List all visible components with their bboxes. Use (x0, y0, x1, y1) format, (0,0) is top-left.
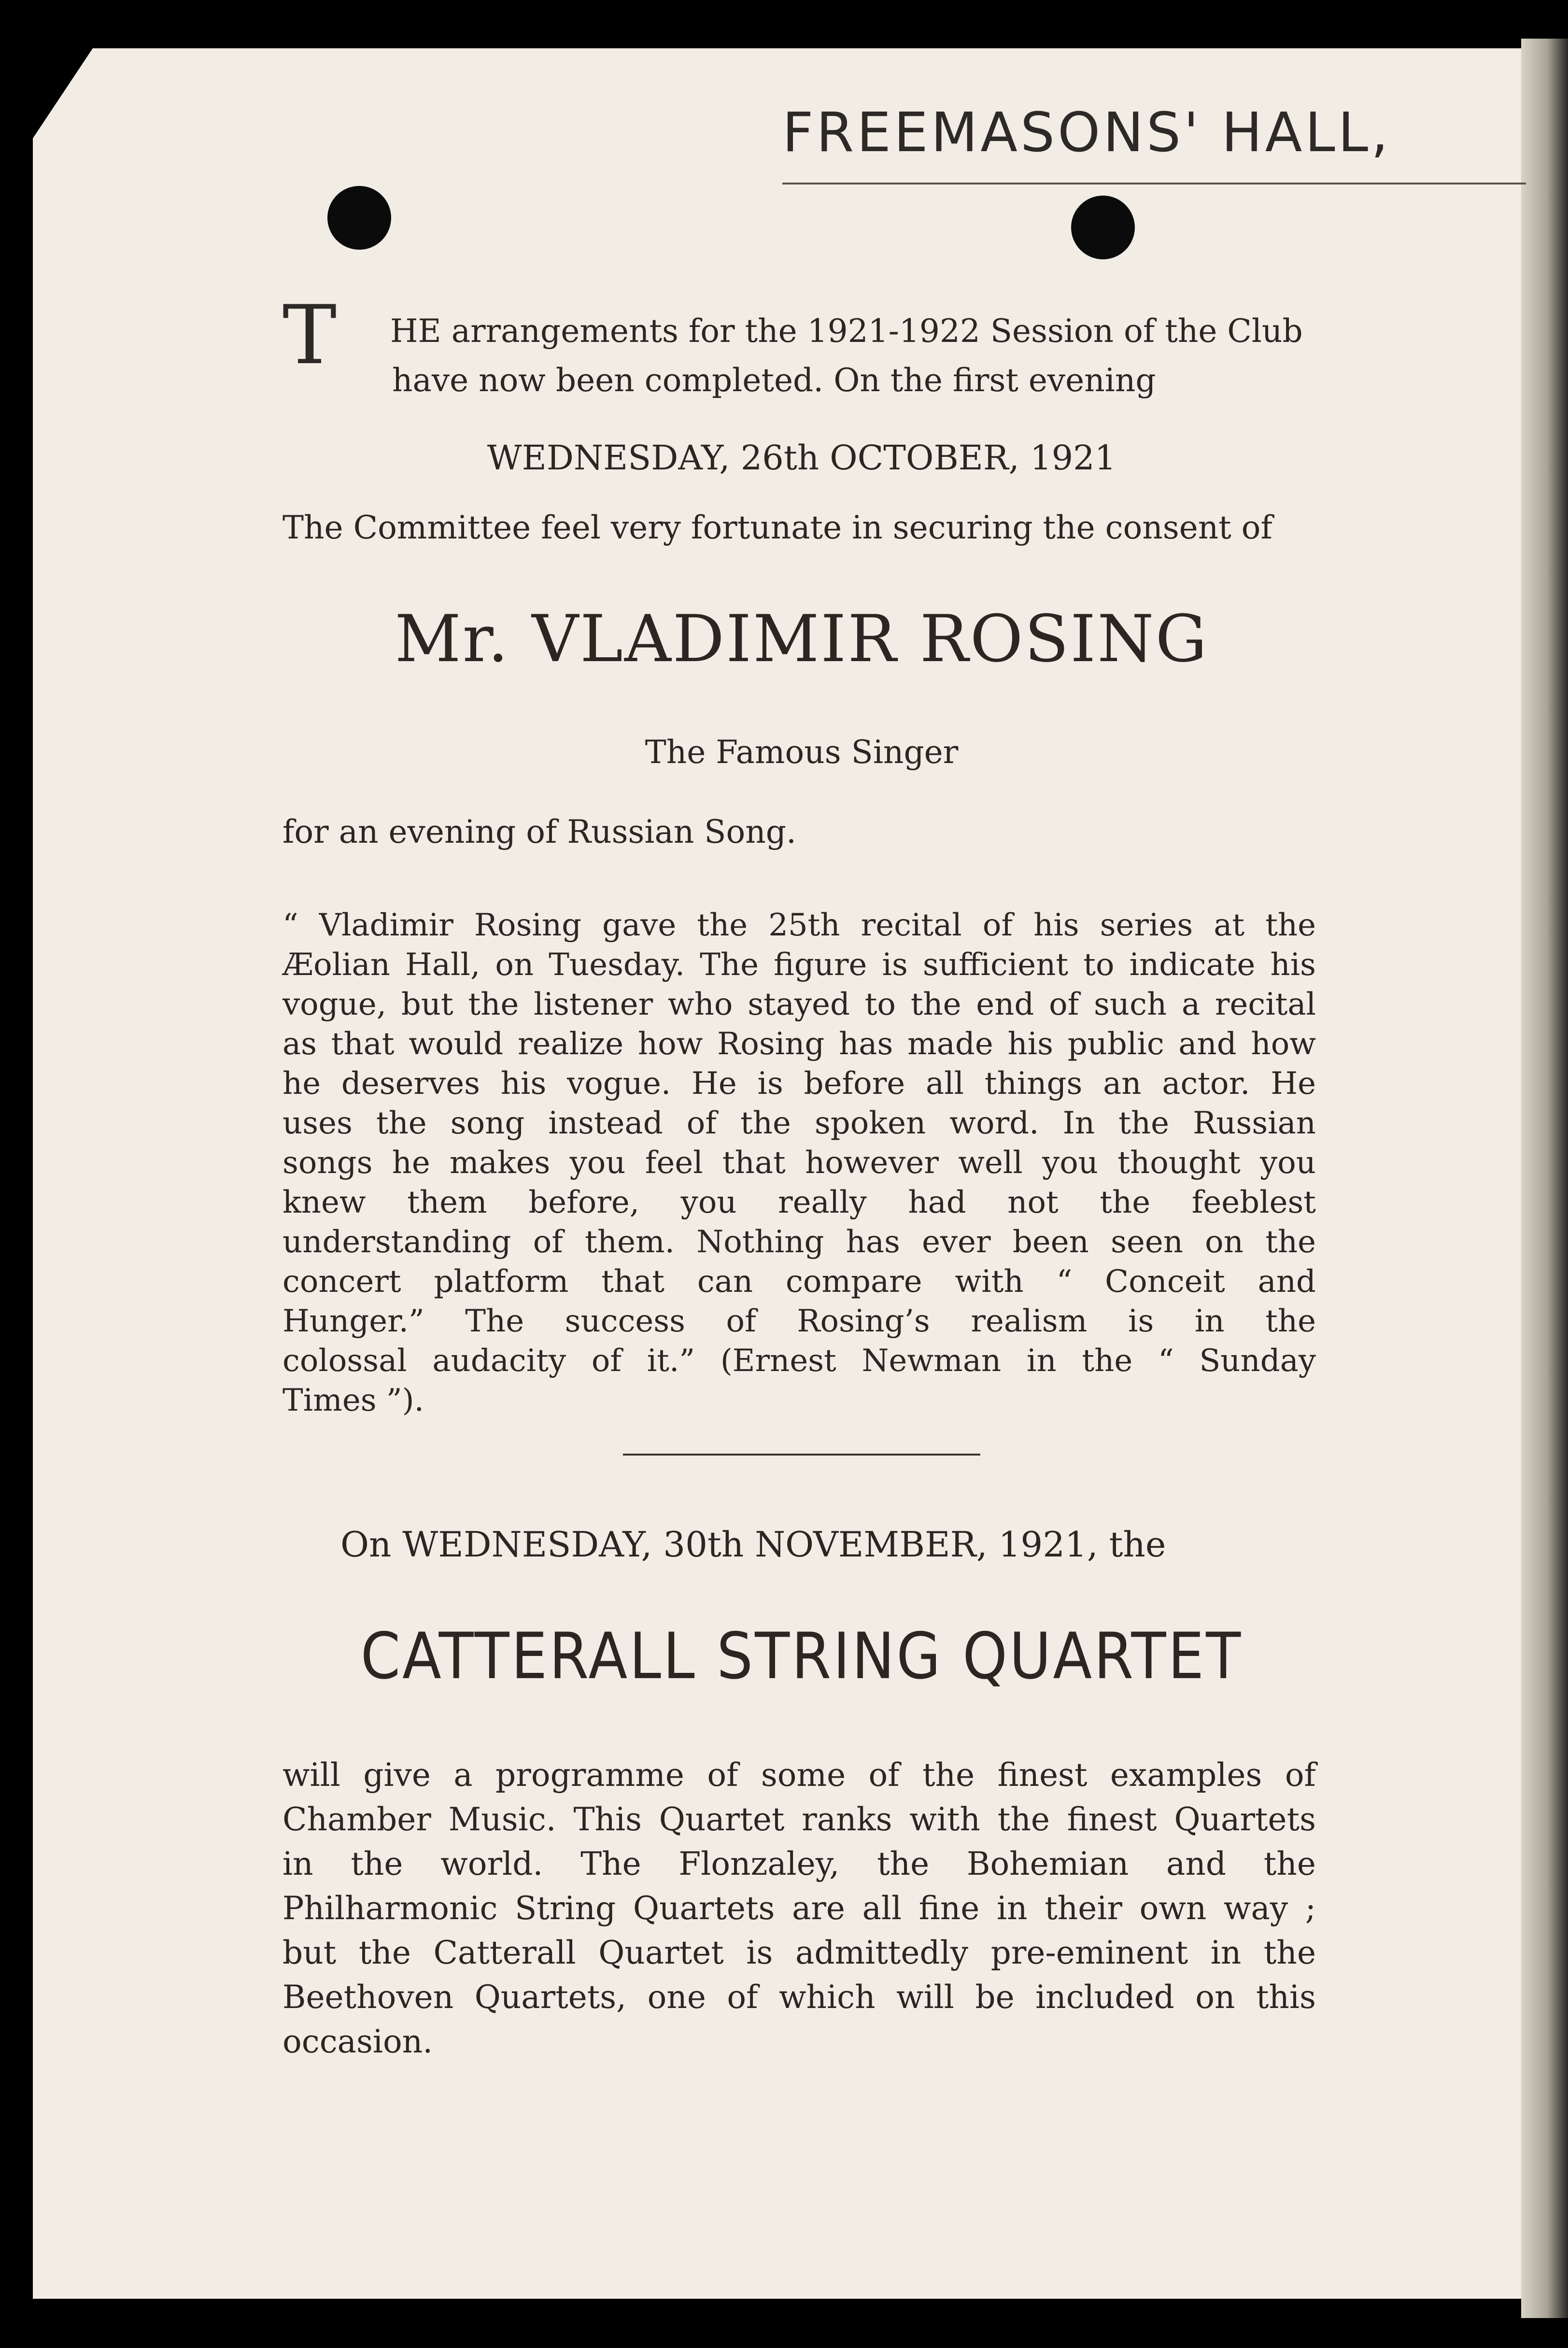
description-line: Philharmonic String Quartets are all fine in their own way ; (283, 1890, 1316, 1927)
quote-line: “ Vladimir Rosing gave the 25th recital of his series at the (283, 907, 1316, 943)
booklet-spine (1521, 39, 1568, 2318)
description-line: but the Catterall Quartet is admittedly pre-eminent in the (283, 1934, 1316, 1971)
quote-line: uses the song instead of the spoken word. In the Russian (283, 1105, 1316, 1141)
quote-line: vogue, but the listener who stayed to the end of such a recital (283, 987, 1316, 1022)
quote-line: concert platform that can compare with “ Conceit and (283, 1264, 1316, 1300)
event2-date: On WEDNESDAY, 30th NOVEMBER, 1921, the (340, 1524, 1166, 1565)
event1-lead: The Committee feel very fortunate in securing the consent of (283, 509, 1272, 546)
description-line: Chamber Music. This Quartet ranks with the finest Quartets (283, 1801, 1316, 1838)
quote-line: as that would realize how Rosing has made his public and how (283, 1026, 1316, 1062)
quote-line: he deserves his vogue. He is before all things an actor. He (283, 1066, 1316, 1102)
quote-line: understanding of them. Nothing has ever been seen on the (283, 1224, 1316, 1260)
punch-hole-right (1071, 196, 1135, 259)
punch-hole-left (327, 186, 391, 250)
drop-cap: T (283, 288, 337, 382)
quote-line: Æolian Hall, on Tuesday. The figure is sufficient to indicate his (283, 947, 1316, 983)
description-line: will give a programme of some of the finest examples of (283, 1756, 1316, 1794)
event2-performer: CATTERALL STRING QUARTET (360, 1618, 1243, 1694)
quote-line: songs he makes you feel that however well you thought you (283, 1145, 1316, 1181)
event1-date: WEDNESDAY, 26th OCTOBER, 1921 (487, 438, 1116, 478)
description-line: occasion. (283, 2023, 433, 2060)
heading-rule (782, 183, 1526, 184)
description-line: Beethoven Quartets, one of which will be included on this (283, 1979, 1316, 2016)
event1-subtitle: The Famous Singer (645, 734, 959, 771)
event1-performer: Mr. VLADIMIR ROSING (395, 601, 1209, 677)
event1-purpose: for an evening of Russian Song. (283, 813, 796, 850)
quote-line: Times ”). (283, 1383, 424, 1418)
quote-line: colossal audacity of it.” (Ernest Newman in the “ Sunday (283, 1343, 1316, 1379)
section-divider (623, 1454, 980, 1456)
intro-line-1: HE arrangements for the 1921-1922 Session of the Club (390, 312, 1303, 350)
description-line: in the world. The Flonzaley, the Bohemian and the (283, 1845, 1316, 1882)
quote-line: knew them before, you really had not the feeblest (283, 1185, 1316, 1220)
venue-heading: FREEMASONS' HALL, (782, 101, 1391, 164)
intro-line-2: have now been completed. On the first evening (392, 362, 1156, 399)
quote-line: Hunger.” The success of Rosing’s realism is in the (283, 1303, 1316, 1339)
